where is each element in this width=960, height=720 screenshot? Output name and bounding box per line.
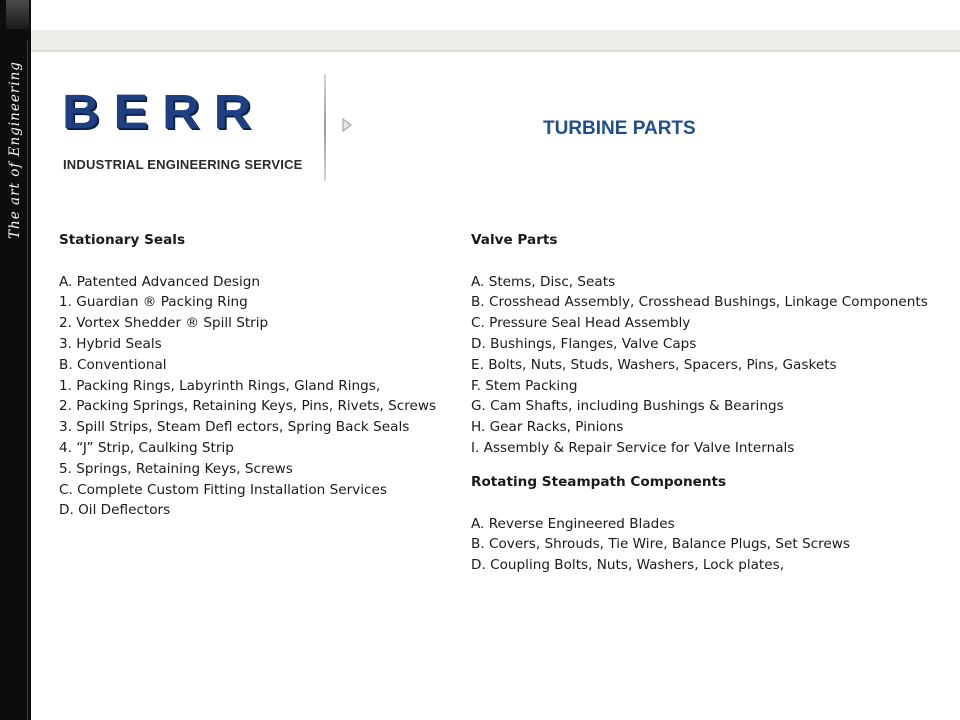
- logo-wordmark: BERR: [62, 86, 266, 139]
- section-heading: Valve Parts: [471, 232, 558, 248]
- stationary-seals-section: [59, 230, 459, 521]
- list-item: F. Stem Packing: [471, 377, 578, 394]
- list-item: 3. Spill Strips, Steam Defl ectors, Spring Back Seals: [59, 419, 410, 436]
- list-item: C. Complete Custom Fitting Installation Services: [59, 481, 387, 498]
- side-bar-tab: [6, 0, 29, 29]
- list-item: 4. “J” Strip, Caulking Strip: [59, 439, 234, 456]
- list-item: H. Gear Racks, Pinions: [471, 419, 624, 436]
- list-item: 5. Springs, Retaining Keys, Screws: [59, 460, 293, 477]
- list-item: D. Oil Deflectors: [59, 502, 171, 519]
- section-heading: Rotating Steampath Components: [471, 474, 727, 490]
- list-item: 3. Hybrid Seals: [59, 335, 162, 352]
- list-item: A. Stems, Disc, Seats: [471, 273, 616, 290]
- list-item: 1. Packing Rings, Labyrinth Rings, Gland Rings,: [59, 377, 381, 394]
- list-item: B. Conventional: [59, 356, 167, 373]
- list-item: I. Assembly & Repair Service for Valve Internals: [471, 439, 795, 456]
- list-item: A. Reverse Engineered Blades: [471, 515, 675, 532]
- side-tagline: [2, 60, 28, 240]
- page-title: TURBINE PARTS: [543, 118, 696, 139]
- valve-parts-list: [471, 272, 951, 459]
- list-item: A. Patented Advanced Design: [59, 273, 260, 290]
- rotating-components-list: [471, 514, 951, 576]
- list-item: B. Crosshead Assembly, Crosshead Bushings, Linkage Components: [471, 294, 928, 311]
- list-item: D. Bushings, Flanges, Valve Caps: [471, 335, 697, 352]
- valve-parts-section: [471, 230, 951, 459]
- section-heading: Stationary Seals: [59, 232, 186, 248]
- list-item: 2. Packing Springs, Retaining Keys, Pins, Rivets, Screws: [59, 398, 437, 415]
- list-item: 2. Vortex Shedder ® Spill Strip: [59, 315, 269, 332]
- header-band: [31, 30, 960, 52]
- logo-subtitle: INDUSTRIAL ENGINEERING SERVICE: [63, 157, 303, 172]
- list-item: D. Coupling Bolts, Nuts, Washers, Lock plates,: [471, 557, 785, 574]
- rotating-components-section: [471, 472, 951, 576]
- list-item: E. Bolts, Nuts, Studs, Washers, Spacers, Pins, Gaskets: [471, 356, 837, 373]
- list-item: B. Covers, Shrouds, Tie Wire, Balance Plugs, Set Screws: [471, 536, 850, 553]
- side-bar: [0, 0, 31, 720]
- list-item: C. Pressure Seal Head Assembly: [471, 315, 691, 332]
- side-tagline-text: The art of Engineering: [7, 61, 23, 239]
- list-item: 1. Guardian ® Packing Ring: [59, 294, 248, 311]
- stationary-seals-list: [59, 272, 459, 522]
- list-item: G. Cam Shafts, including Bushings & Bearings: [471, 398, 784, 415]
